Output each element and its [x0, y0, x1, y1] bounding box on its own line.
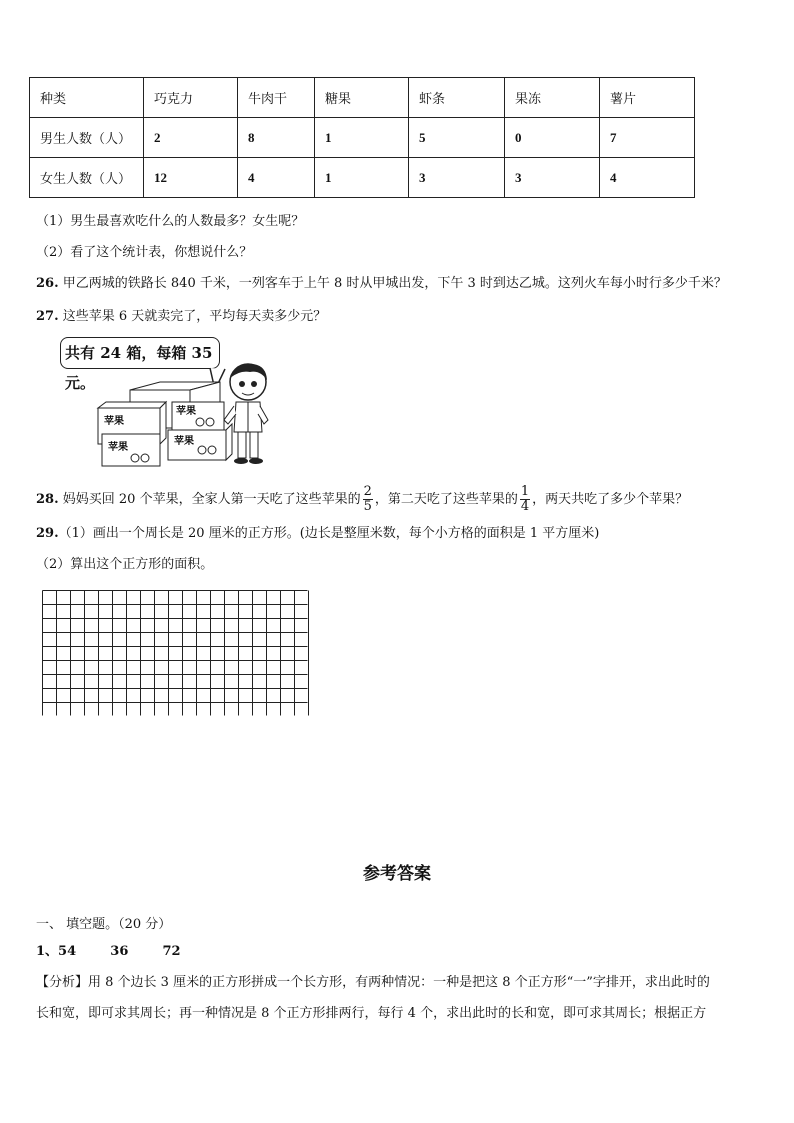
apple-boxes-illustration — [90, 360, 280, 470]
question-text: 这些苹果 6 天就卖完了，平均每天卖多少元？ — [62, 309, 327, 324]
fraction-two-fifths — [363, 485, 373, 514]
answer-value: 54 — [58, 944, 77, 959]
apple-box — [172, 402, 224, 430]
answer-value: 72 — [162, 944, 181, 959]
table-cell: 1 — [315, 118, 409, 158]
fraction-numerator: 1 — [520, 484, 530, 499]
header-cell: 巧克力 — [144, 78, 238, 118]
question-number: 28. — [36, 492, 59, 507]
table-cell: 3 — [409, 158, 505, 198]
speech-bubble: 共有 24 箱，每箱 35 元。 — [60, 337, 220, 369]
apple-box — [102, 434, 160, 466]
question-text: 甲乙两城的铁路长 840 千米，一列客车于上午 8 时从甲城出发，下午 3 时到达乙城。这列火车每小时行多少千米？ — [62, 276, 727, 291]
table-cell: 0 — [505, 118, 600, 158]
table-cell: 12 — [144, 158, 238, 198]
analysis-text: 用 8 个边长 3 厘米的正方形拼成一个长方形，有两种情况：一种是把这 8 个正方形“一”字排开，求出此时的 — [88, 975, 710, 990]
table-cell: 8 — [238, 118, 315, 158]
answer-1 — [36, 940, 181, 959]
question-29-sub2: （2）算出这个正方形的面积。 — [36, 557, 214, 572]
question-text-part3: ，两天共吃了多少个苹果？ — [532, 492, 689, 507]
question-26 — [36, 272, 727, 291]
table-row — [30, 118, 695, 158]
table-cell: 4 — [238, 158, 315, 198]
table-cell: 1 — [315, 158, 409, 198]
header-cell: 薯片 — [600, 78, 695, 118]
question-27 — [36, 305, 326, 324]
header-cell: 牛肉干 — [238, 78, 315, 118]
analysis-line-2: 长和宽，即可求其周长；再一种情况是 8 个正方形排两行，每行 4 个，求出此时的长和宽，即可求其周长；根据正方 — [36, 1006, 707, 1021]
q25-sub1: （1）男生最喜欢吃什么的人数最多？女生呢？ — [36, 214, 305, 229]
header-cell: 糖果 — [315, 78, 409, 118]
table-cell: 3 — [505, 158, 600, 198]
header-cell: 虾条 — [409, 78, 505, 118]
box-label: 苹果 — [176, 406, 196, 417]
snack-table — [29, 77, 695, 198]
question-text-part2: ，第二天吃了这些苹果的 — [374, 492, 518, 507]
table-cell: 7 — [600, 118, 695, 158]
analysis-line-1 — [36, 971, 710, 990]
table-cell: 5 — [409, 118, 505, 158]
square-grid[interactable] — [42, 590, 310, 716]
table-cell: 4 — [600, 158, 695, 198]
question-number: 26. — [36, 276, 59, 291]
answer-title: 参考答案 — [363, 864, 431, 884]
box-label: 苹果 — [174, 436, 194, 447]
header-cell: 种类 — [30, 78, 144, 118]
row-label: 男生人数（人） — [30, 118, 144, 158]
question-text-part1: 妈妈买回 20 个苹果，全家人第一天吃了这些苹果的 — [62, 492, 361, 507]
question-number: 29. — [36, 526, 59, 541]
fraction-denominator: 4 — [520, 499, 530, 514]
answer-value: 36 — [110, 944, 129, 959]
q25-sub2: （2）看了这个统计表，你想说什么？ — [36, 245, 253, 260]
fraction-numerator: 2 — [363, 484, 372, 499]
question-29-sub1 — [36, 522, 599, 541]
box-label: 苹果 — [108, 442, 128, 453]
answer-number: 1、 — [36, 944, 59, 959]
box-label: 苹果 — [104, 416, 124, 427]
table-cell: 2 — [144, 118, 238, 158]
header-cell: 果冻 — [505, 78, 600, 118]
row-label: 女生人数（人） — [30, 158, 144, 198]
table-header-row — [30, 78, 695, 118]
table-row — [30, 158, 695, 198]
section-heading: 一、 填空题。（20 分） — [36, 917, 172, 932]
question-number: 27. — [36, 309, 59, 324]
question-28 — [36, 485, 688, 514]
fraction-denominator: 5 — [363, 499, 372, 514]
question-text: （1）画出一个周长是 20 厘米的正方形。(边长是整厘米数，每个小方格的面积是 1 平方厘米) — [58, 526, 600, 541]
fraction-one-quarter — [520, 485, 530, 514]
analysis-tag: 【分析】 — [36, 975, 89, 990]
